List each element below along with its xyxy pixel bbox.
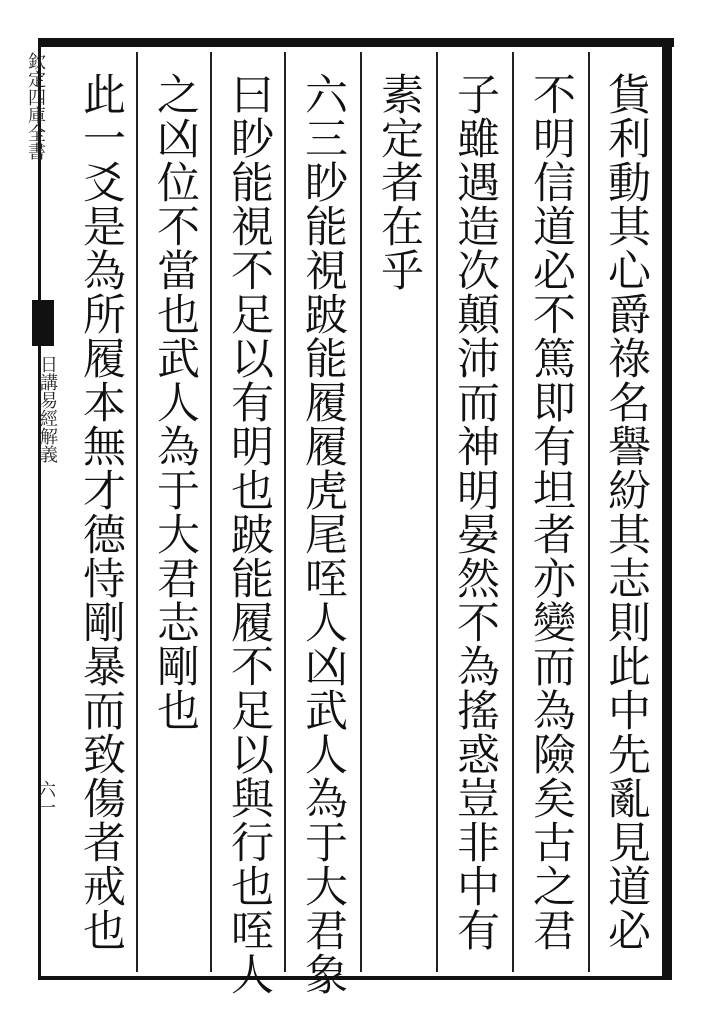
- text-column-1: 貨利動其心爵祿名譽紛其志則此中先亂見道必: [601, 72, 651, 952]
- column-rule: [284, 52, 286, 972]
- column-rule: [512, 52, 514, 972]
- margin-section-title: 日講易經解義: [37, 355, 58, 463]
- frame-bottom-border: [38, 976, 672, 980]
- column-rule: [136, 52, 138, 972]
- column-rule: [588, 52, 590, 972]
- text-column-2: 不明信道必不篤即有坦者亦變而為險矣古之君: [526, 72, 576, 952]
- frame-right-border: [662, 38, 672, 980]
- fishtail-mark: [32, 300, 54, 346]
- column-rule: [210, 52, 212, 972]
- frame-left-border: [38, 38, 41, 980]
- page-number: 六一: [35, 780, 56, 816]
- column-rule: [360, 52, 362, 972]
- text-column-3: 子雖遇造次顛沛而神明晏然不為搖惑豈非中有: [450, 72, 500, 952]
- margin-book-title: 欽定四庫全書: [25, 52, 46, 160]
- text-column-4: 素定者在乎: [374, 72, 424, 292]
- frame-top-border: [38, 38, 674, 47]
- text-column-5: 六三眇能視跛能履履虎尾咥人凶武人為于大君象: [298, 72, 348, 996]
- text-column-7: 之凶位不當也武人為于大君志剛也: [150, 72, 200, 732]
- text-column-6: 曰眇能視不足以有明也跛能履不足以與行也咥人: [224, 72, 274, 996]
- column-rule: [436, 52, 438, 972]
- text-column-8: 此一爻是為所履本無才德恃剛暴而致傷者戒也: [76, 72, 126, 952]
